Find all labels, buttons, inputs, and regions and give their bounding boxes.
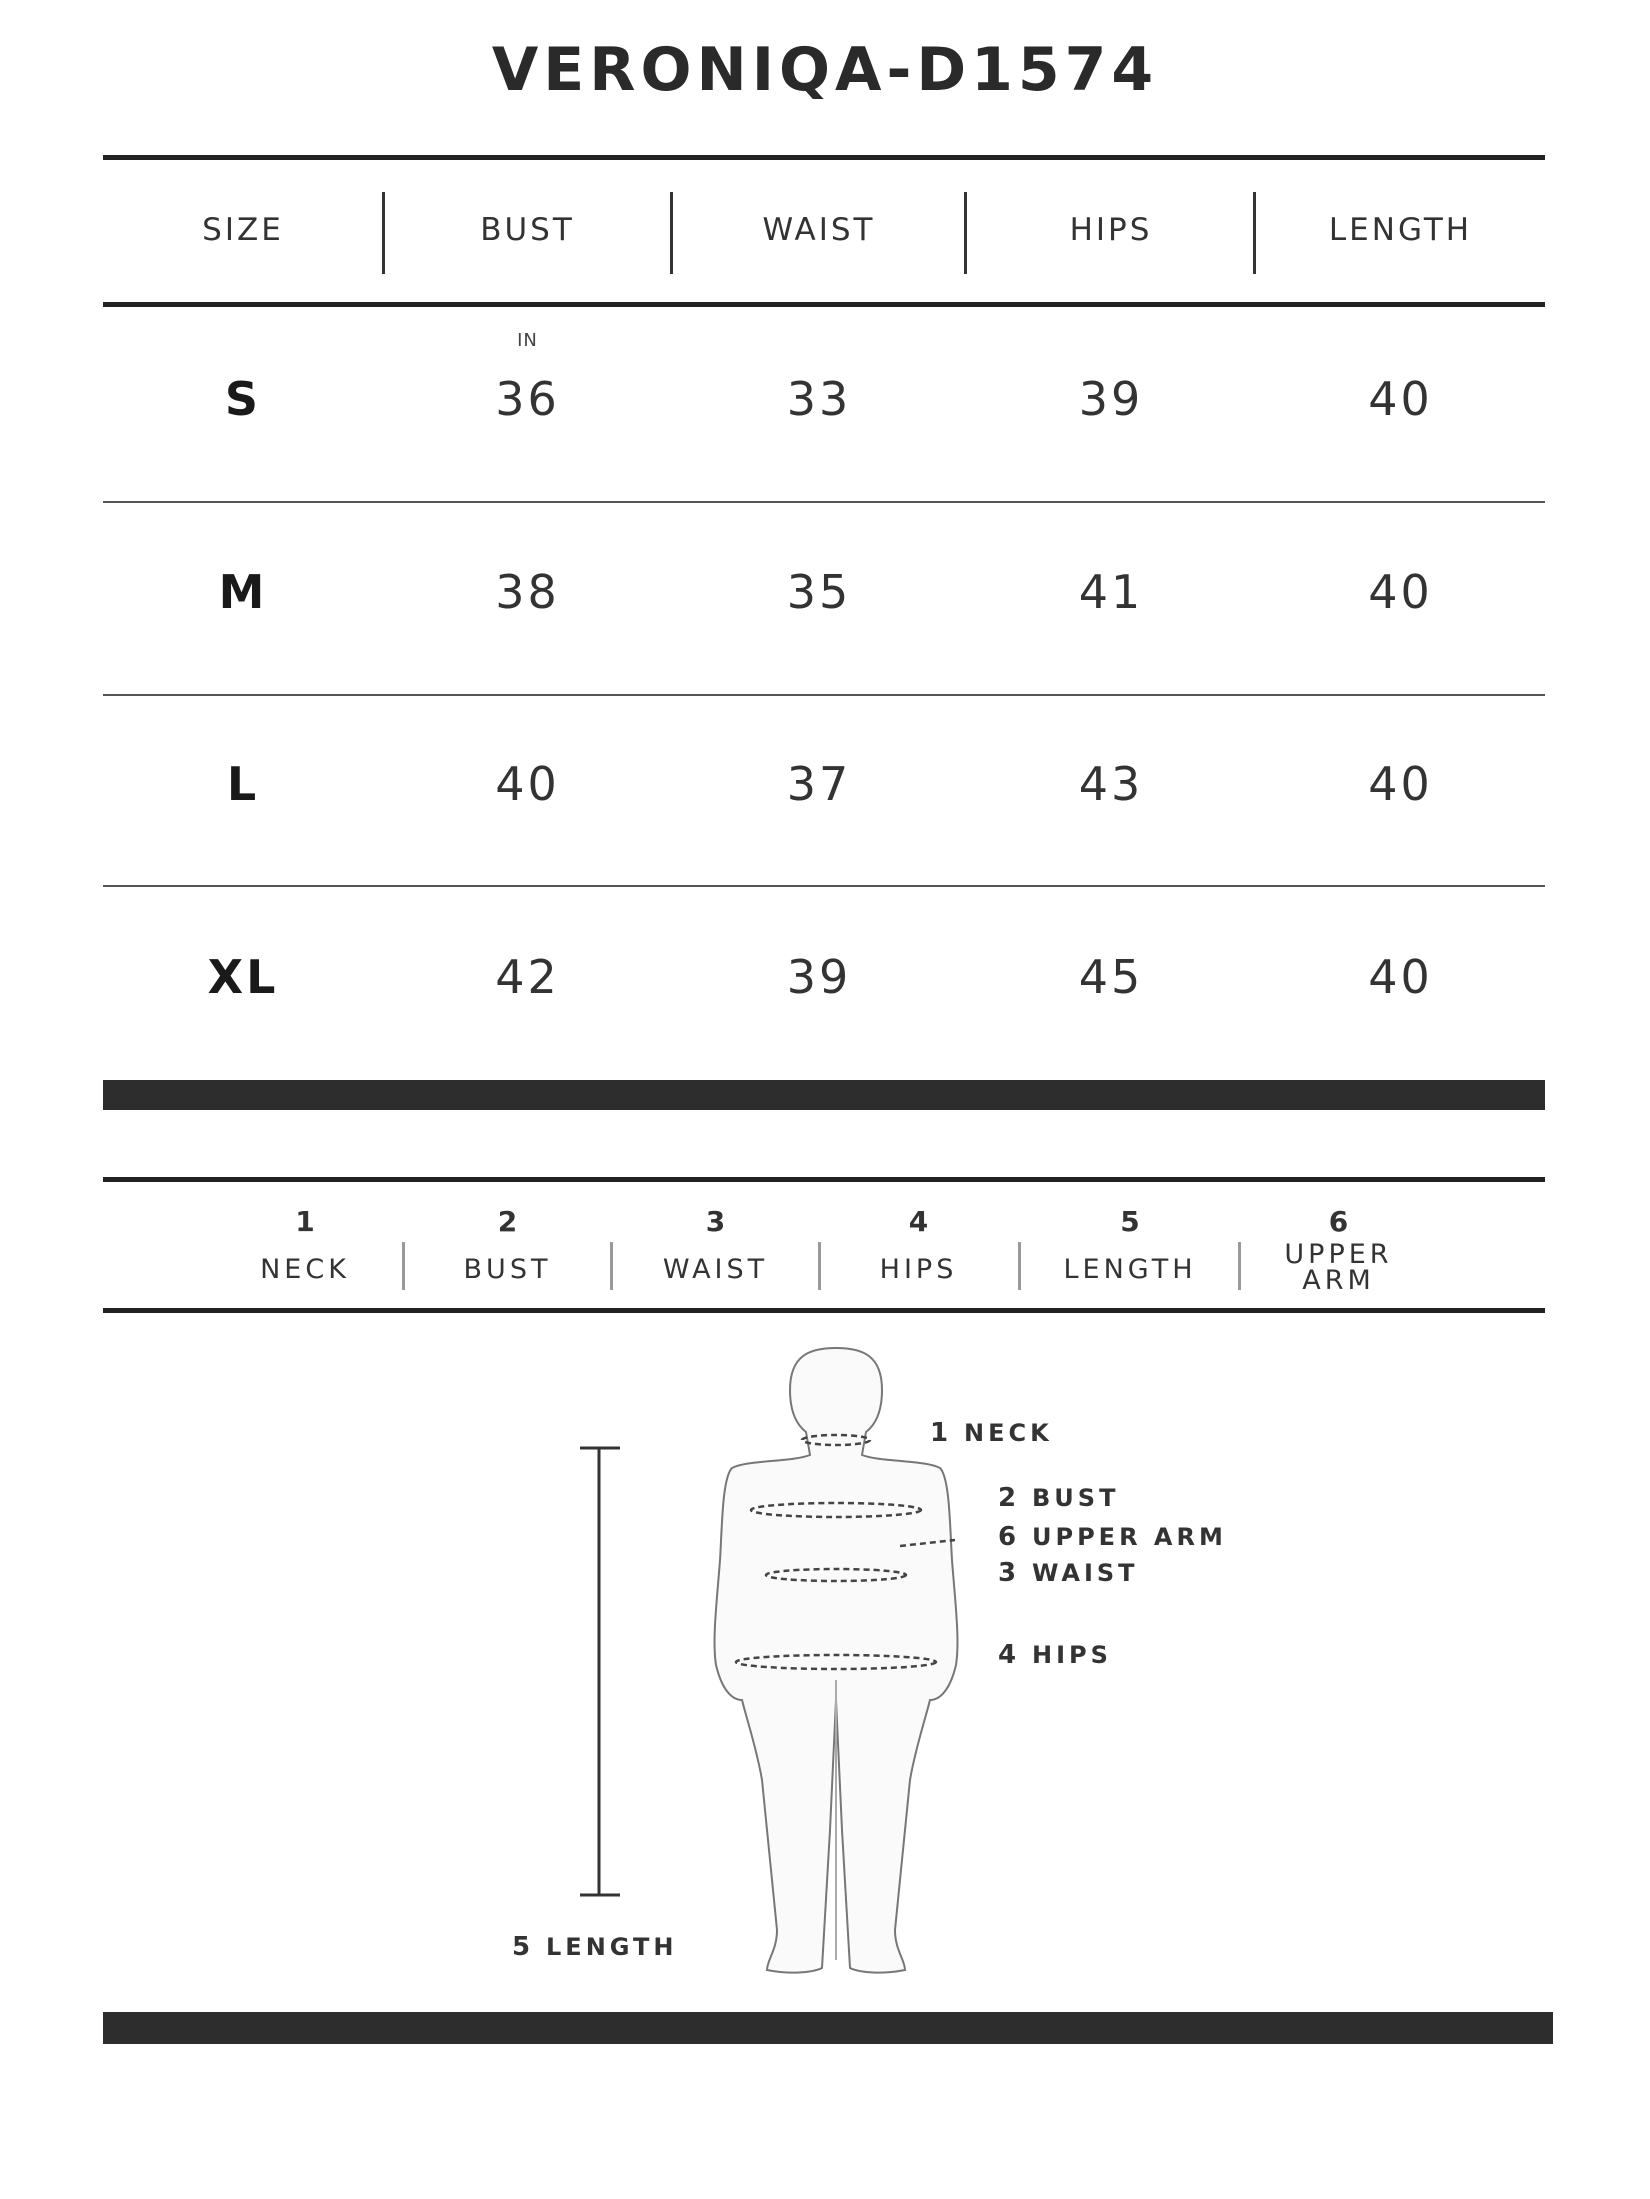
row-divider	[103, 885, 1545, 887]
header-bust: BUST	[480, 212, 575, 248]
key-label-hips: HIPS	[879, 1254, 958, 1285]
length-cell: 40	[1368, 565, 1433, 619]
header-size: SIZE	[202, 212, 284, 248]
table-top-rule	[103, 155, 1545, 160]
header-length: LENGTH	[1328, 212, 1473, 248]
length-scale-icon	[580, 1448, 620, 1895]
waist-cell: 33	[786, 372, 852, 426]
hips-cell: 41	[1078, 565, 1144, 619]
key-number: 2	[497, 1205, 518, 1238]
figure-label-upper-arm: 6 UPPER ARM	[998, 1522, 1227, 1552]
row-divider	[103, 501, 1545, 503]
size-cell: S	[224, 372, 262, 426]
key-number: 3	[705, 1205, 726, 1238]
key-number: 4	[908, 1205, 929, 1238]
bust-cell: 40	[495, 757, 560, 811]
hips-cell: 43	[1078, 757, 1144, 811]
key-number: 6	[1328, 1205, 1349, 1238]
figure-label-hips: 4 HIPS	[998, 1640, 1112, 1670]
figure-label-waist: 3 WAIST	[998, 1558, 1139, 1588]
unit-label: IN	[517, 330, 538, 351]
hips-cell: 39	[1078, 372, 1144, 426]
key-label-upper-arm	[1241, 1239, 1436, 1296]
body-silhouette-icon	[715, 1348, 958, 1973]
key-label-neck: NECK	[260, 1254, 350, 1285]
figure-label-length: 5 LENGTH	[512, 1932, 678, 1962]
key-bottom-rule	[103, 1308, 1545, 1313]
key-label-line: UPPER	[1284, 1239, 1393, 1270]
waist-cell: 37	[786, 757, 852, 811]
size-cell: XL	[207, 950, 279, 1004]
table-bottom-bar	[103, 1080, 1545, 1110]
key-number: 5	[1120, 1205, 1140, 1238]
key-label-bust: BUST	[463, 1254, 552, 1285]
length-cell: 40	[1368, 372, 1433, 426]
key-label-waist: WAIST	[662, 1254, 769, 1285]
waist-cell: 39	[786, 950, 852, 1004]
header-waist: WAIST	[762, 212, 876, 248]
bust-cell: 38	[495, 565, 560, 619]
bust-cell: 42	[495, 950, 560, 1004]
length-cell: 40	[1368, 757, 1433, 811]
size-cell: L	[226, 757, 260, 811]
figure-label-neck: 1 NECK	[930, 1418, 1053, 1448]
row-divider	[103, 694, 1545, 696]
hips-cell: 45	[1078, 950, 1144, 1004]
key-number: 1	[295, 1205, 315, 1238]
key-label-length: LENGTH	[1063, 1254, 1197, 1285]
bust-cell: 36	[495, 372, 560, 426]
header-hips: HIPS	[1069, 212, 1153, 248]
waist-cell: 35	[786, 565, 852, 619]
header-bottom-rule	[103, 302, 1545, 307]
footer-bar	[103, 2012, 1553, 2044]
key-top-rule	[103, 1177, 1545, 1182]
figure-label-bust: 2 BUST	[998, 1483, 1120, 1513]
body-figure-illustration	[0, 1320, 1650, 2010]
length-cell: 40	[1368, 950, 1433, 1004]
page-title: VERONIQA-D1574	[491, 35, 1159, 105]
size-cell: M	[218, 565, 268, 619]
key-label-line: ARM	[1302, 1265, 1375, 1296]
